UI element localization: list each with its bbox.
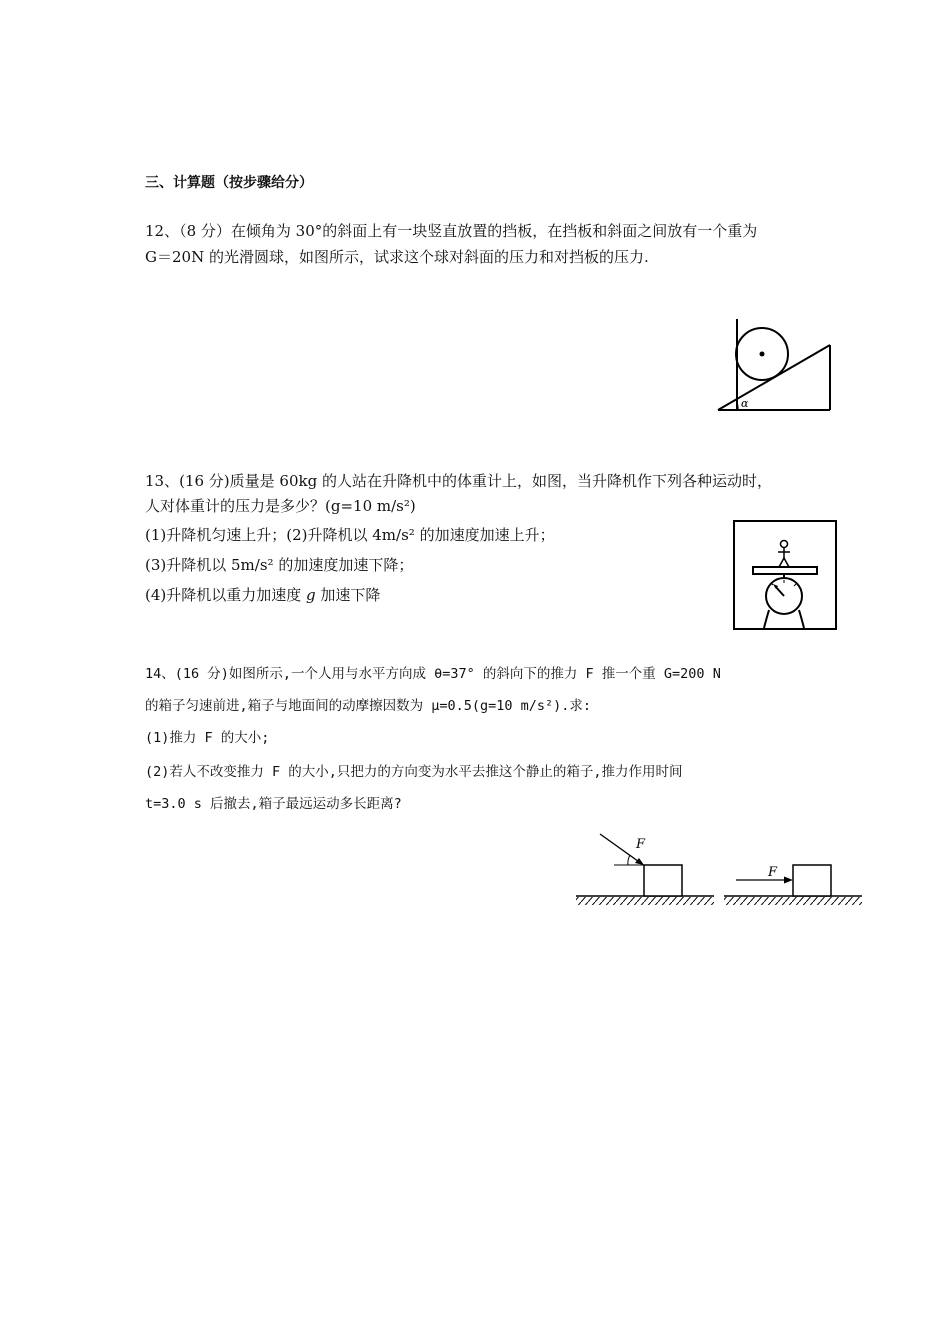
q14-item-2: (2)若人不改变推力 F 的大小,只把力的方向变为水平去推这个静止的箱子,推力作用时间	[145, 764, 683, 780]
q13-item-3: (3)升降机以 5m/s² 的加速度加速下降；	[145, 556, 414, 574]
q14-figure-angled-push	[574, 830, 716, 910]
q12-text-line1: 12、（8 分）在倾角为 30°的斜面上有一块竖直放置的挡板，在挡板和斜面之间放有一个重为	[145, 222, 758, 240]
q13-item-4: (4)升降机以重力加速度 g 加速下降	[145, 586, 381, 604]
q13-text-line2: 人对体重计的压力是多少？(g=10 m/s²)	[145, 497, 416, 515]
q14-item-2-cont: t=3.0 s 后撤去,箱子最远运动多长距离?	[145, 796, 402, 812]
section-title: 三、计算题（按步骤给分）	[145, 175, 313, 191]
q14-force-label-left: F	[636, 837, 646, 852]
q14-item-1: (1)推力 F 的大小;	[145, 730, 270, 746]
q13-figure-elevator-scale	[733, 520, 837, 632]
q14-figure-horizontal-push	[722, 830, 864, 910]
q12-angle-label: α	[741, 397, 749, 410]
q14-text-line2: 的箱子匀速前进,箱子与地面间的动摩擦因数为 μ=0.5(g=10 m/s²).求:	[145, 698, 592, 714]
q13-item-1-2: (1)升降机匀速上升；(2)升降机以 4m/s² 的加速度加速上升；	[145, 526, 555, 544]
q14-text-line1: 14、(16 分)如图所示,一个人用与水平方向成 θ=37° 的斜向下的推力 F 推一个重 G=200 N	[145, 666, 721, 682]
q12-figure-ball-incline	[712, 315, 837, 415]
q12-text-line2: G＝20N 的光滑圆球，如图所示，试求这个球对斜面的压力和对挡板的压力.	[145, 248, 649, 266]
q14-force-label-right: F	[768, 865, 778, 880]
q13-text-line1: 13、(16 分)质量是 60kg 的人站在升降机中的体重计上，如图，当升降机作下列各种运动时，	[145, 472, 772, 490]
